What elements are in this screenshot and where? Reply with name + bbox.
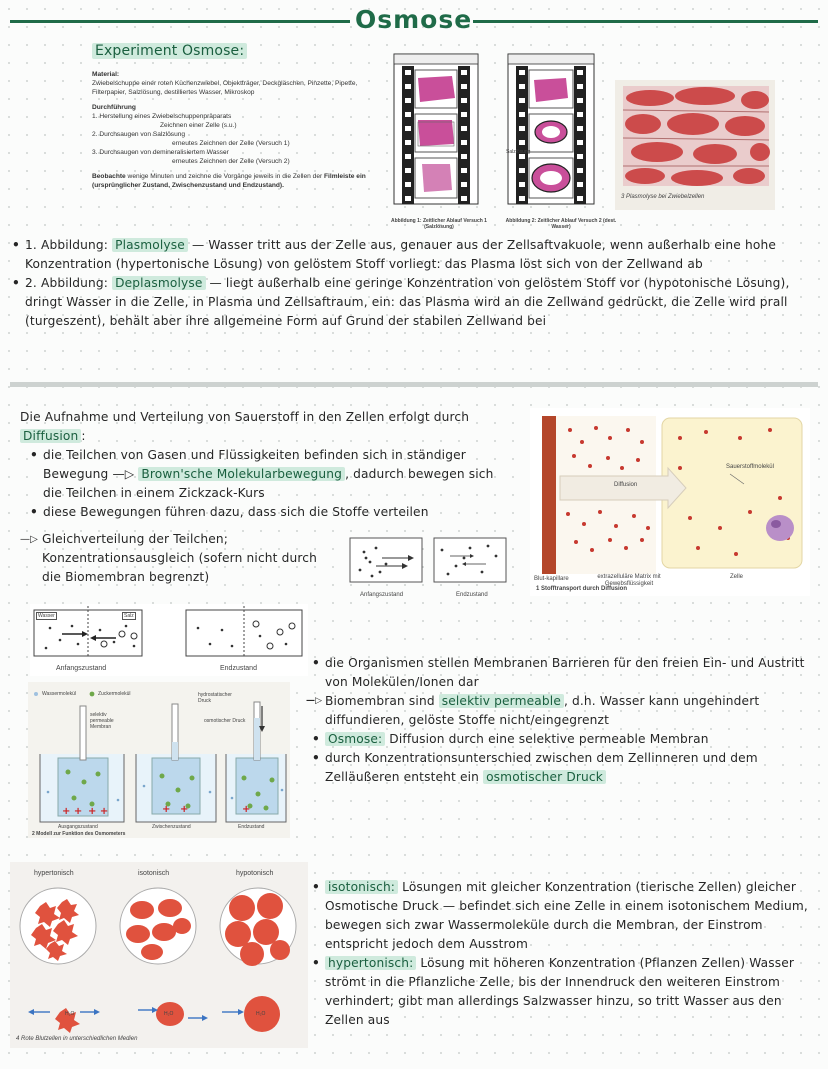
svg-text:+ +: + + xyxy=(62,806,83,817)
film-strip-deplasmolysis xyxy=(500,52,610,212)
film-strip-plasmolysis xyxy=(380,52,490,212)
svg-text:+: + xyxy=(162,804,171,815)
step-2-sub: erneutes Zeichnen der Zelle (Versuch 1) xyxy=(172,140,290,147)
blood-caption: 4 Rote Blutzellen in unterschiedlichen Medien xyxy=(16,1036,138,1042)
beaker-end-label: Endzustand xyxy=(220,665,257,672)
salt-label: Salz xyxy=(124,613,134,619)
material-text: Zwiebelschuppe einer roten Küchenzwiebel, Objektträger, Deckgläschen, Pinzette, Pipette, Filterpapier, Salzlösung, destilliertes Wasser, Mikroskop xyxy=(92,80,358,96)
note-brownian: • die Teilchen von Gasen und Flüssigkeiten befinden sich in ständiger Bewegung —▷ Brown'sche Molekularbewegung , dadurch bewegen sich die Teilchen in einem Zickzack-Kurs xyxy=(30,446,500,503)
capillary-label: Blut-kapillare xyxy=(534,576,569,582)
diffusion-figure xyxy=(530,408,810,596)
note-osmose-def: • Osmose: Diffusion durch eine selektive permeable Membran xyxy=(312,730,812,749)
notes-diffusion xyxy=(20,408,500,522)
observe-tail: (ursprünglicher Zustand, Zwischenzustand und Endzustand). xyxy=(92,182,284,189)
experiment-sheet xyxy=(92,70,372,190)
legend-water: Wassermolekül xyxy=(42,691,76,697)
diffusion-intro: Die Aufnahme und Verteilung von Sauerstoff in den Zellen erfolgt durch Diffusion : xyxy=(20,410,470,443)
notes-plasmolysis xyxy=(12,236,818,331)
blood-cells-figure xyxy=(10,862,308,1048)
osmometer-figure xyxy=(28,682,290,838)
state-start: Ausgangszustand xyxy=(58,824,98,830)
note-osmotic-pressure: • durch Konzentrationsunterschied zwischen dem Zellinneren und dem Zelläußeren entsteht ein osmotischer Druck xyxy=(312,749,812,787)
diffusion-diagram xyxy=(530,408,810,596)
legend-hydrostatic: hydrostatischer Druck xyxy=(198,692,232,704)
diffusion-caption: 1 Stofftransport durch Diffusion xyxy=(536,586,627,592)
beaker-start-label: Anfangszustand xyxy=(56,665,107,672)
note-equilibrium: —▷ Gleichverteilung der Teilchen; Konzentrationsausgleich (sofern nicht durch die Biomembran begrenzt) xyxy=(20,532,317,584)
experiment-heading: Experiment Osmose: xyxy=(92,42,247,61)
note-isotonic: • isotonisch: Lösungen mit gleicher Konzentration (tierische Zellen) gleicher Osmotische Druck — befindet sich eine Zelle in einem isotonischem Medium, bewegen sich zwar Wassermoleküle durch die Membran, der Einstrom entspricht jedoch dem Ausstrom xyxy=(312,878,812,954)
observe-text: Beobachte wenige Minuten und zeichne die Vorgänge jeweils in die Zellen der Filmleiste ein xyxy=(92,173,366,180)
legend-membrane: selektiv permeable Membran xyxy=(90,712,114,730)
diffusion-arrow-label: Diffusion xyxy=(614,482,638,488)
water-label: Wasser xyxy=(38,613,55,619)
photo-caption: 3 Plasmolyse bei Zwiebelzellen xyxy=(621,194,705,200)
step-3-sub: erneutes Zeichnen der Zelle (Versuch 2) xyxy=(172,158,290,165)
legend-sugar: Zuckermolekül xyxy=(98,691,131,697)
oxygen-molecule-label: Sauerstoffmolekül xyxy=(726,464,774,470)
plasmolysis-photo-figure xyxy=(615,80,775,210)
svg-text:+: + xyxy=(242,804,251,815)
h2o-label-1: H₂O xyxy=(65,1011,75,1017)
notes-tonicity xyxy=(312,878,812,1030)
label-hypotonisch: hypotonisch xyxy=(236,870,274,877)
diffusion-boxes-figure xyxy=(346,536,512,604)
fig-2-caption: Abbildung 2: Zeitlicher Ablauf Versuch 2 (dest. Wasser) xyxy=(505,218,617,230)
notes-membrane xyxy=(312,654,812,787)
note-hypertonic: • hypertonisch: Lösung mit höheren Konzentration (Pflanzen Zellen) Wasser strömt in die Pflanzliche Zelle, bis der Innendruck den weiteren Einstrom verhindert; gibt man allerdings Salzwasser hinzu, so tritt Wasser aus den Zellen aus xyxy=(312,954,812,1030)
step-3: 3. Durchsaugen von demineralisiertem Wasser xyxy=(92,149,229,156)
step-1: 1. Herstellung eines Zwiebelschuppenpräparats xyxy=(92,113,232,120)
matrix-label: extrazelluläre Matrix mit Gewebsflüssigkeit xyxy=(597,574,661,587)
label-isotonisch: isotonisch xyxy=(138,870,170,877)
step-1-sub: Zeichnen einer Zelle (s.u.) xyxy=(160,122,237,129)
section-divider xyxy=(10,382,818,387)
note-plasmolysis: • 1. Abbildung: Plasmolyse — Wasser tritt aus der Zelle aus, genauer aus der Zellsaftvakuole, wenn außerhalb eine hohe Konzentration (hypertonische Lösung) von gelöstem Stoff vorliegt: das Plasma löst sich von der Zellwand ab xyxy=(12,236,818,274)
osmometer-caption: 2 Modell zur Funktion des Osmometers xyxy=(32,831,126,837)
small-box-label-end: Endzustand xyxy=(456,592,488,598)
procedure-label: Durchführung xyxy=(92,104,136,111)
title-rule-left xyxy=(10,20,350,23)
h2o-label-3: H₂O xyxy=(256,1011,266,1017)
step-2: 2. Durchsaugen von Salzlösung xyxy=(92,131,186,138)
label-hypertonisch: hypertonisch xyxy=(34,870,74,877)
note-deplasmolysis: • 2. Abbildung: Deplasmolyse — liegt außerhalb eine geringe Konzentration von gelöstem Stoff vor (hypotonische Lösung), dringt Wasser in die Zelle, in Plasma und Zellsaftraum, ein: das Plasma wird an die Zellwand gedrückt, die Zelle wird prall (turgeszent), behält aber ihre allgemeine Form auf Grund der stabilen Zellwand bei xyxy=(12,274,818,331)
page-title: Osmose xyxy=(355,5,473,34)
osmometer-diagram xyxy=(28,682,290,838)
fig-1-caption: Abbildung 1: Zeitlicher Ablauf Versuch 1 (Salzlösung) xyxy=(391,218,487,230)
cell-label: Zelle xyxy=(730,574,744,580)
legend-osmotic: osmotischer Druck xyxy=(204,718,246,724)
state-end: Endzustand xyxy=(238,824,265,830)
blood-cells-diagram xyxy=(10,862,308,1048)
svg-text:+ +: + + xyxy=(88,806,109,817)
title-rule-right xyxy=(473,20,818,23)
h2o-label-2: H₂O xyxy=(164,1011,174,1017)
arrow-icon: —▷ xyxy=(20,534,38,545)
state-mid: Zwischenzustand xyxy=(152,824,191,830)
note-selective: —▷ Biomembran sind selektiv permeable , d.h. Wasser kann ungehindert diffundieren, gelöste Stoffe nicht/eingegrenzt xyxy=(312,692,812,730)
material-label: Material: xyxy=(92,71,120,78)
note-barrier: • die Organismen stellen Membranen Barrieren für den freien Ein- und Austritt von Molekülen/Ionen dar xyxy=(312,654,812,692)
beaker-figure xyxy=(30,604,308,676)
film-2-label: Salzlösung xyxy=(506,149,531,155)
small-box-label-start: Anfangszustand xyxy=(360,592,404,598)
note-distribution: • diese Bewegungen führen dazu, dass sich die Stoffe verteilen xyxy=(30,503,500,522)
svg-text:+: + xyxy=(180,804,189,815)
plasmolysis-photo xyxy=(615,80,775,190)
